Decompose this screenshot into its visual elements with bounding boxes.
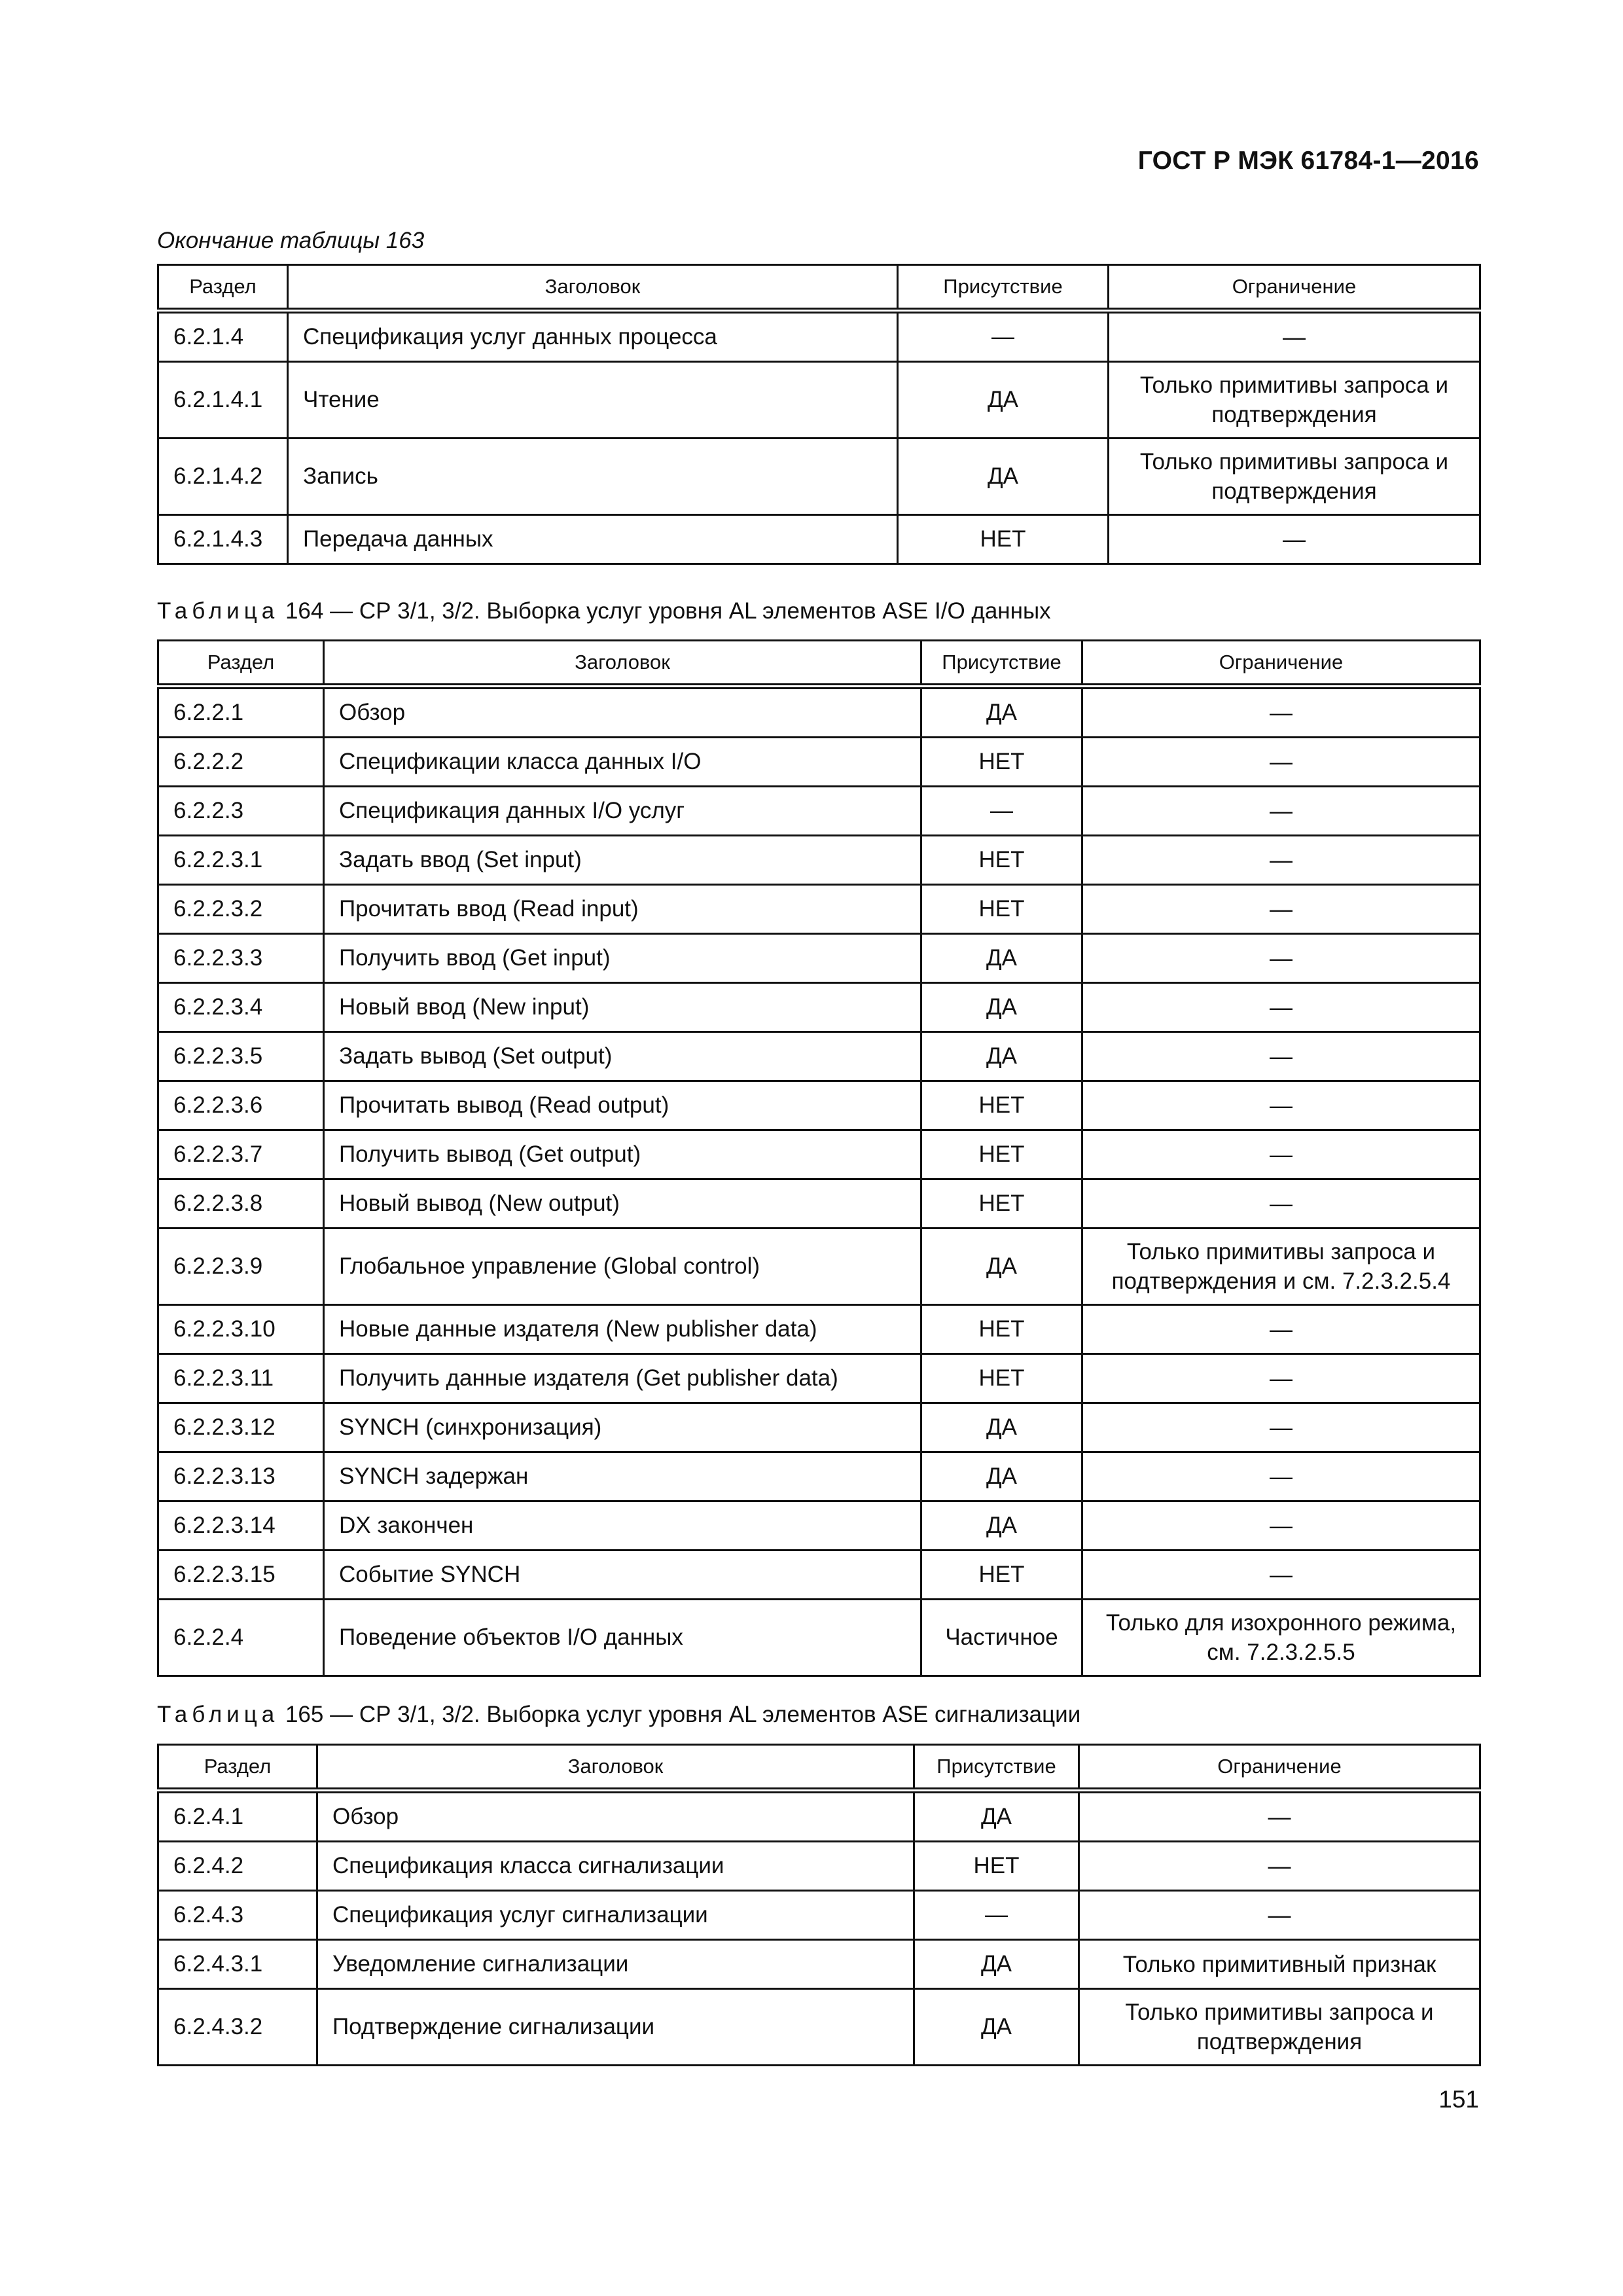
cell-section: 6.2.2.3.11 xyxy=(158,1354,324,1403)
table-row xyxy=(158,934,1480,983)
cell-section: 6.2.2.2 xyxy=(158,738,324,787)
cell-title: Спецификации класса данных I/O xyxy=(324,738,921,787)
table-164-caption-label: Таблица xyxy=(157,598,279,624)
cell-section: 6.2.1.4.2 xyxy=(158,439,288,515)
cell-restriction: — xyxy=(1079,1791,1480,1842)
cell-title: Получить данные издателя (Get publisher data) xyxy=(324,1354,921,1403)
table-row xyxy=(158,885,1480,934)
table-row xyxy=(158,1403,1480,1452)
table-164 xyxy=(157,639,1481,1677)
cell-presence: НЕТ xyxy=(921,1354,1082,1403)
table-165-caption-text: 165 — СР 3/1, 3/2. Выборка услуг уровня AL элементов ASE сигнализации xyxy=(285,1702,1081,1727)
cell-section: 6.2.2.4 xyxy=(158,1600,324,1676)
cell-restriction: — xyxy=(1082,1305,1480,1354)
cell-presence: ДА xyxy=(921,1403,1082,1452)
cell-restriction: — xyxy=(1079,1891,1480,1940)
column-header-section: Раздел xyxy=(158,265,288,311)
cell-section: 6.2.1.4.1 xyxy=(158,362,288,439)
cell-presence: ДА xyxy=(921,1501,1082,1551)
cell-title: Получить вывод (Get output) xyxy=(324,1130,921,1179)
table-row xyxy=(158,1501,1480,1551)
cell-title: Задать вывод (Set output) xyxy=(324,1032,921,1081)
table-row xyxy=(158,983,1480,1032)
cell-restriction: — xyxy=(1082,738,1480,787)
cell-presence: ДА xyxy=(921,1229,1082,1305)
cell-restriction: — xyxy=(1082,1551,1480,1600)
table-row xyxy=(158,787,1480,836)
cell-section: 6.2.2.3.9 xyxy=(158,1229,324,1305)
cell-restriction: — xyxy=(1082,983,1480,1032)
table-row xyxy=(158,515,1480,564)
table-164-caption xyxy=(157,598,1051,624)
cell-section: 6.2.2.3.6 xyxy=(158,1081,324,1130)
table-row xyxy=(158,1452,1480,1501)
cell-presence: НЕТ xyxy=(914,1842,1079,1891)
cell-presence: ДА xyxy=(898,362,1109,439)
table-row xyxy=(158,1551,1480,1600)
column-header-restriction: Ограничение xyxy=(1082,641,1480,687)
cell-presence: НЕТ xyxy=(921,1081,1082,1130)
cell-section: 6.2.2.3.12 xyxy=(158,1403,324,1452)
cell-presence: НЕТ xyxy=(921,885,1082,934)
cell-title: Передача данных xyxy=(288,515,898,564)
standard-id-header: ГОСТ Р МЭК 61784-1—2016 xyxy=(1137,147,1479,175)
cell-restriction: — xyxy=(1082,885,1480,934)
table-row xyxy=(158,687,1480,738)
table-row xyxy=(158,1081,1480,1130)
cell-presence: ДА xyxy=(921,1452,1082,1501)
cell-title: Спецификация данных I/O услуг xyxy=(324,787,921,836)
table-row xyxy=(158,362,1480,439)
cell-title: Прочитать вывод (Read output) xyxy=(324,1081,921,1130)
cell-presence: НЕТ xyxy=(921,836,1082,885)
cell-restriction: — xyxy=(1109,515,1480,564)
table-row xyxy=(158,1229,1480,1305)
cell-section: 6.2.4.3.1 xyxy=(158,1940,317,1989)
cell-presence: НЕТ xyxy=(921,738,1082,787)
cell-title: Спецификация услуг сигнализации xyxy=(317,1891,914,1940)
table-row xyxy=(158,1130,1480,1179)
cell-section: 6.2.2.3.5 xyxy=(158,1032,324,1081)
column-header-section: Раздел xyxy=(158,1745,317,1791)
cell-title: Новый ввод (New input) xyxy=(324,983,921,1032)
cell-presence: ДА xyxy=(914,1791,1079,1842)
cell-section: 6.2.2.3.8 xyxy=(158,1179,324,1229)
cell-section: 6.2.2.3.2 xyxy=(158,885,324,934)
cell-title: SYNCH (синхронизация) xyxy=(324,1403,921,1452)
cell-presence: ДА xyxy=(921,983,1082,1032)
table-row xyxy=(158,1989,1480,2066)
column-header-title: Заголовок xyxy=(288,265,898,311)
table-163-caption: Окончание таблицы 163 xyxy=(157,228,425,253)
cell-section: 6.2.2.3.3 xyxy=(158,934,324,983)
cell-presence: НЕТ xyxy=(921,1305,1082,1354)
cell-section: 6.2.2.3 xyxy=(158,787,324,836)
cell-title: Запись xyxy=(288,439,898,515)
column-header-presence: Присутствие xyxy=(921,641,1082,687)
page-number: 151 xyxy=(1438,2086,1479,2113)
cell-title: Новый вывод (New output) xyxy=(324,1179,921,1229)
cell-presence: ДА xyxy=(914,1940,1079,1989)
cell-section: 6.2.4.3.2 xyxy=(158,1989,317,2066)
cell-section: 6.2.4.1 xyxy=(158,1791,317,1842)
cell-title: Событие SYNCH xyxy=(324,1551,921,1600)
cell-restriction: — xyxy=(1082,787,1480,836)
cell-restriction: — xyxy=(1082,836,1480,885)
table-row xyxy=(158,439,1480,515)
table-header-row xyxy=(158,641,1480,687)
cell-title: Прочитать ввод (Read input) xyxy=(324,885,921,934)
cell-restriction: Только для изохронного режима, см. 7.2.3.2.5.5 xyxy=(1082,1600,1480,1676)
table-row xyxy=(158,1791,1480,1842)
cell-restriction: Только примитивы запроса и подтверждения и см. 7.2.3.2.5.4 xyxy=(1082,1229,1480,1305)
column-header-title: Заголовок xyxy=(317,1745,914,1791)
table-header-row xyxy=(158,1745,1480,1791)
cell-title: SYNCH задержан xyxy=(324,1452,921,1501)
cell-presence: ДА xyxy=(914,1989,1079,2066)
cell-title: Получить ввод (Get input) xyxy=(324,934,921,983)
cell-presence: — xyxy=(898,311,1109,362)
cell-restriction: — xyxy=(1082,1501,1480,1551)
cell-presence: Частичное xyxy=(921,1600,1082,1676)
cell-presence: НЕТ xyxy=(898,515,1109,564)
cell-section: 6.2.4.2 xyxy=(158,1842,317,1891)
cell-section: 6.2.2.1 xyxy=(158,687,324,738)
cell-title: Глобальное управление (Global control) xyxy=(324,1229,921,1305)
cell-presence: — xyxy=(914,1891,1079,1940)
cell-title: Спецификация класса сигнализации xyxy=(317,1842,914,1891)
table-163 xyxy=(157,264,1481,565)
cell-restriction: — xyxy=(1082,1354,1480,1403)
cell-section: 6.2.2.3.15 xyxy=(158,1551,324,1600)
column-header-restriction: Ограничение xyxy=(1079,1745,1480,1791)
cell-presence: ДА xyxy=(921,934,1082,983)
cell-presence: ДА xyxy=(898,439,1109,515)
cell-restriction: Только примитивы запроса и подтверждения xyxy=(1079,1989,1480,2066)
cell-restriction: — xyxy=(1109,311,1480,362)
cell-restriction: — xyxy=(1082,1130,1480,1179)
cell-title: Подтверждение сигнализации xyxy=(317,1989,914,2066)
table-row xyxy=(158,1032,1480,1081)
table-row xyxy=(158,1354,1480,1403)
cell-restriction: — xyxy=(1082,1179,1480,1229)
table-row xyxy=(158,1842,1480,1891)
cell-title: Чтение xyxy=(288,362,898,439)
cell-section: 6.2.2.3.7 xyxy=(158,1130,324,1179)
cell-restriction: — xyxy=(1082,1081,1480,1130)
table-165-caption xyxy=(157,1702,1080,1728)
cell-restriction: — xyxy=(1082,1452,1480,1501)
cell-section: 6.2.2.3.10 xyxy=(158,1305,324,1354)
cell-restriction: — xyxy=(1082,687,1480,738)
cell-section: 6.2.2.3.4 xyxy=(158,983,324,1032)
cell-title: Поведение объектов I/O данных xyxy=(324,1600,921,1676)
table-row xyxy=(158,311,1480,362)
cell-presence: ДА xyxy=(921,687,1082,738)
table-row xyxy=(158,1891,1480,1940)
cell-section: 6.2.2.3.14 xyxy=(158,1501,324,1551)
cell-section: 6.2.2.3.13 xyxy=(158,1452,324,1501)
cell-presence: НЕТ xyxy=(921,1130,1082,1179)
cell-section: 6.2.4.3 xyxy=(158,1891,317,1940)
cell-presence: НЕТ xyxy=(921,1551,1082,1600)
table-165-caption-label: Таблица xyxy=(157,1702,279,1727)
cell-title: Задать ввод (Set input) xyxy=(324,836,921,885)
cell-title: Уведомление сигнализации xyxy=(317,1940,914,1989)
cell-restriction: Только примитивы запроса и подтверждения xyxy=(1109,439,1480,515)
column-header-section: Раздел xyxy=(158,641,324,687)
cell-title: Обзор xyxy=(324,687,921,738)
cell-presence: ДА xyxy=(921,1032,1082,1081)
cell-presence: НЕТ xyxy=(921,1179,1082,1229)
cell-restriction: — xyxy=(1082,1032,1480,1081)
cell-restriction: — xyxy=(1079,1842,1480,1891)
cell-section: 6.2.1.4 xyxy=(158,311,288,362)
cell-title: DX закончен xyxy=(324,1501,921,1551)
table-row xyxy=(158,1940,1480,1989)
table-row xyxy=(158,1179,1480,1229)
cell-restriction: — xyxy=(1082,1403,1480,1452)
cell-section: 6.2.1.4.3 xyxy=(158,515,288,564)
table-row xyxy=(158,1600,1480,1676)
table-row xyxy=(158,738,1480,787)
table-row xyxy=(158,836,1480,885)
cell-restriction: Только примитивный признак xyxy=(1079,1940,1480,1989)
cell-title: Новые данные издателя (New publisher data) xyxy=(324,1305,921,1354)
cell-presence: — xyxy=(921,787,1082,836)
column-header-presence: Присутствие xyxy=(898,265,1109,311)
column-header-title: Заголовок xyxy=(324,641,921,687)
column-header-restriction: Ограничение xyxy=(1109,265,1480,311)
table-165 xyxy=(157,1744,1481,2066)
table-row xyxy=(158,1305,1480,1354)
cell-restriction: — xyxy=(1082,934,1480,983)
table-header-row xyxy=(158,265,1480,311)
cell-section: 6.2.2.3.1 xyxy=(158,836,324,885)
cell-restriction: Только примитивы запроса и подтверждения xyxy=(1109,362,1480,439)
cell-title: Обзор xyxy=(317,1791,914,1842)
table-164-caption-text: 164 — СР 3/1, 3/2. Выборка услуг уровня AL элементов ASE I/O данных xyxy=(285,598,1051,624)
cell-title: Спецификация услуг данных процесса xyxy=(288,311,898,362)
column-header-presence: Присутствие xyxy=(914,1745,1079,1791)
